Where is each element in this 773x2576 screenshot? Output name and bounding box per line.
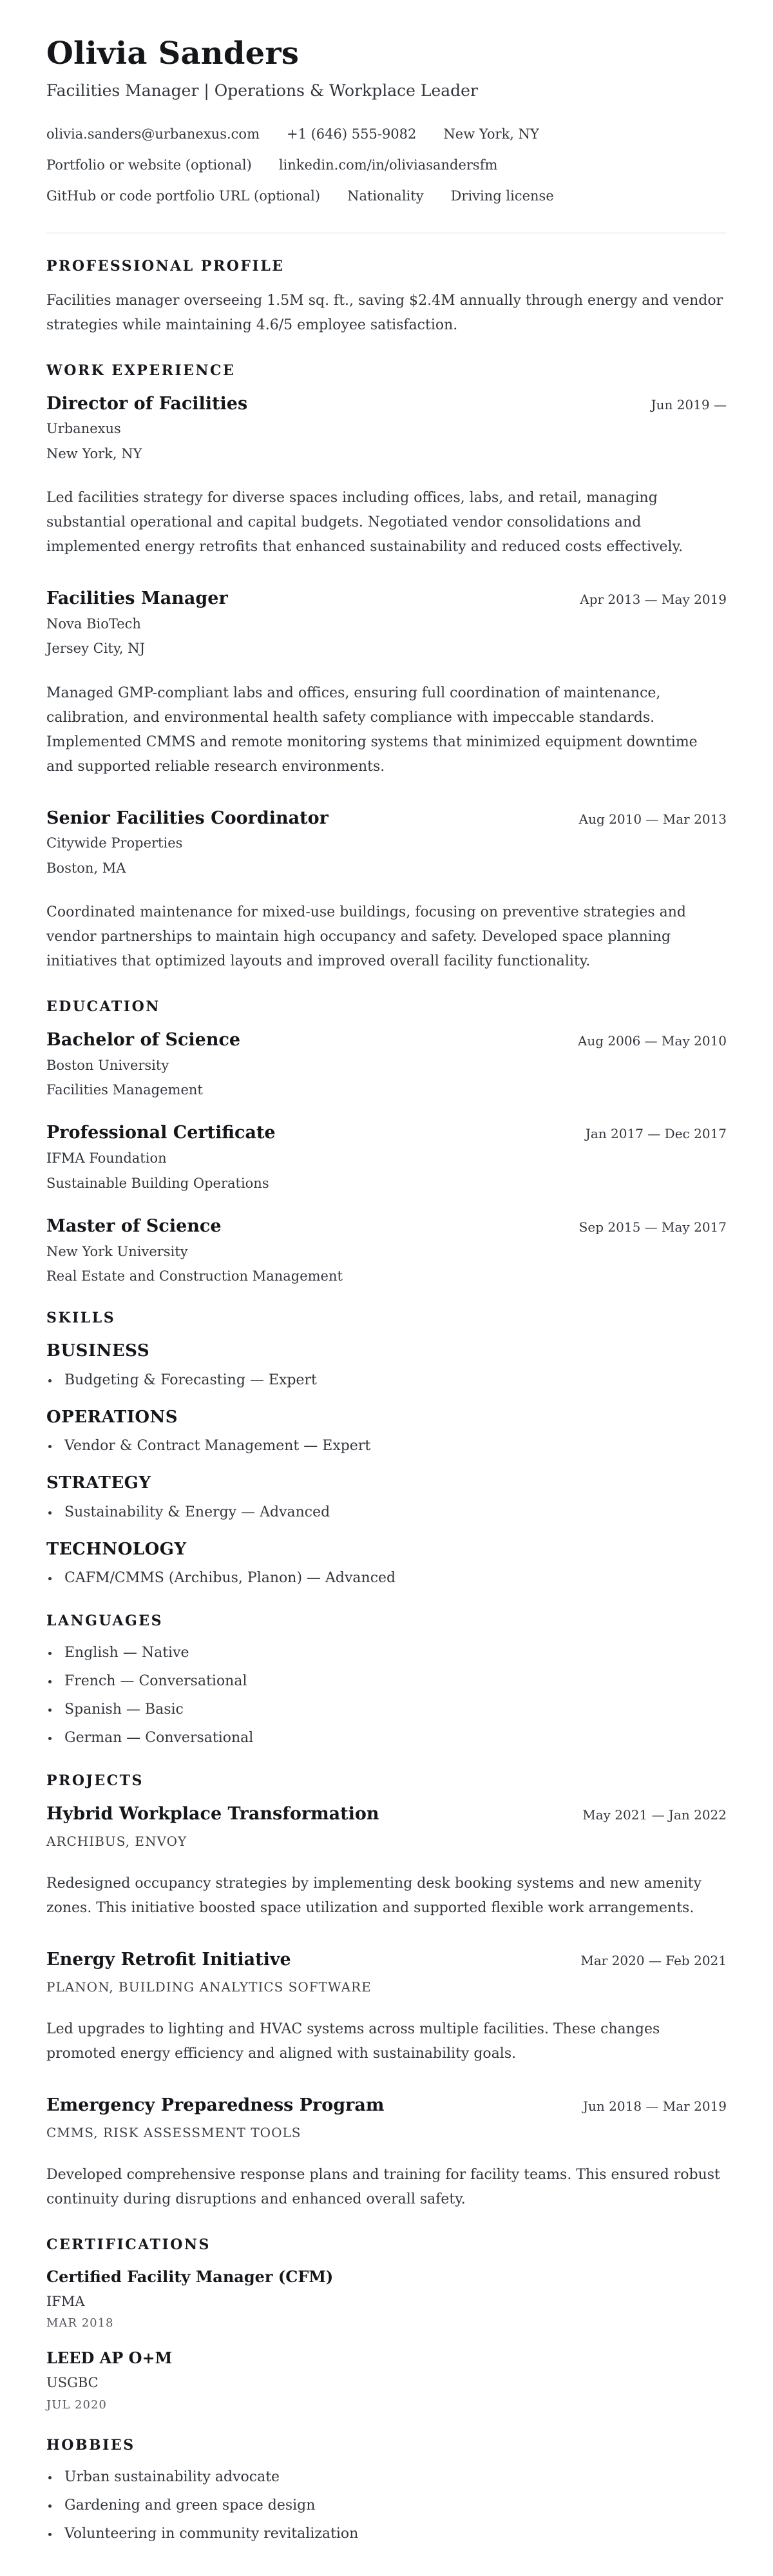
contact-row-2 — [46, 156, 727, 174]
education-entry — [46, 1122, 727, 1192]
skill-category-name: OPERATIONS — [46, 1407, 178, 1427]
project-title: Hybrid Workplace Transformation — [46, 1804, 379, 1825]
project-tech-stack: PLANON, BUILDING ANALYTICS SOFTWARE — [46, 1979, 372, 1995]
project-title: Emergency Preparedness Program — [46, 2095, 385, 2115]
driving-license-placeholder: Driving license — [450, 188, 554, 204]
candidate-headline: Facilities Manager | Operations & Workplace Leader — [46, 81, 478, 101]
project-entry-head — [46, 2095, 727, 2116]
project-description: Led upgrades to lighting and HVAC systems across multiple facilities. These changes promoted energy efficiency and aligned with sustainability goals. — [46, 2020, 660, 2062]
project-entry — [46, 1803, 727, 1921]
degree-title: Master of Science — [46, 1215, 222, 1236]
education-date-range: Sep 2015 — May 2017 — [578, 1219, 727, 1235]
job-description: Led facilities strategy for diverse spaces including offices, labs, and retail, managing substantial operational and capital budgets. Negotiated vendor consolidations and implemented energy retrofits that enhanced sustainability and reduced costs effectively. — [46, 490, 683, 556]
certification-date: JUL 2020 — [46, 2397, 107, 2412]
job-company: Nova BioTech — [46, 615, 141, 632]
email-value: olivia.sanders@urbanexus.com — [46, 126, 260, 142]
hobby-list — [46, 2468, 727, 2544]
project-date-range: Mar 2020 — Feb 2021 — [580, 1953, 727, 1969]
skill-category-operations — [46, 1407, 727, 1457]
certification-name: LEED AP O+M — [46, 2348, 173, 2368]
section-hobbies — [46, 2437, 727, 2544]
project-entry-head — [46, 1803, 727, 1825]
skill-item: Vendor & Contract Management — Expert — [46, 1437, 727, 1456]
certification-issuer: USGBC — [46, 2375, 99, 2391]
nationality-placeholder: Nationality — [347, 188, 424, 204]
section-languages — [46, 1612, 727, 1748]
education-entry-head — [46, 1122, 727, 1144]
hobby-item: Gardening and green space design — [46, 2496, 727, 2515]
skill-category-technology — [46, 1539, 727, 1589]
professional-profile-heading: PROFESSIONAL PROFILE — [46, 257, 285, 275]
resume-header — [46, 36, 727, 233]
skill-category-name: STRATEGY — [46, 1473, 151, 1493]
job-description: Coordinated maintenance for mixed-use buildings, focusing on preventive strategies and vendor partnerships to maintain high occupancy and safety. Developed space planning initiatives that optimized layouts and improved overall facility functionality. — [46, 904, 687, 970]
job-entry-head — [46, 808, 727, 829]
project-entry — [46, 1949, 727, 2066]
contact-row-3 — [46, 187, 727, 205]
project-title: Energy Retrofit Initiative — [46, 1950, 291, 1970]
project-description: Developed comprehensive response plans and training for facility teams. This ensured robust continuity during disruptions and enhanced overall safety. — [46, 2166, 720, 2207]
language-item: French — Conversational — [46, 1672, 727, 1691]
job-entry — [46, 808, 727, 974]
skill-category-strategy — [46, 1473, 727, 1522]
certification-date: MAR 2018 — [46, 2316, 114, 2330]
education-heading: EDUCATION — [46, 998, 160, 1016]
school-name: Boston University — [46, 1057, 169, 1073]
work-experience-heading: WORK EXPERIENCE — [46, 362, 236, 379]
linkedin-value: linkedin.com/in/oliviasandersfm — [278, 157, 498, 173]
certification-entry — [46, 2267, 727, 2331]
education-entry — [46, 1215, 727, 1285]
language-list — [46, 1643, 727, 1748]
education-date-range: Jan 2017 — Dec 2017 — [585, 1126, 727, 1142]
skill-list — [46, 1371, 727, 1390]
job-title: Director of Facilities — [46, 393, 248, 414]
languages-heading: LANGUAGES — [46, 1612, 163, 1630]
skill-category-business — [46, 1341, 727, 1390]
skill-list — [46, 1503, 727, 1522]
school-name: IFMA Foundation — [46, 1150, 167, 1167]
skill-category-name: BUSINESS — [46, 1341, 150, 1361]
field-of-study: Sustainable Building Operations — [46, 1175, 269, 1191]
section-certifications — [46, 2236, 727, 2412]
school-name: New York University — [46, 1243, 188, 1259]
skill-list — [46, 1569, 727, 1588]
location-value: New York, NY — [443, 126, 539, 142]
education-date-range: Aug 2006 — May 2010 — [577, 1033, 727, 1049]
job-entry — [46, 588, 727, 779]
job-location: Jersey City, NJ — [46, 641, 146, 657]
project-entry-head — [46, 1949, 727, 1971]
project-tech-stack: ARCHIBUS, ENVOY — [46, 1834, 187, 1850]
job-date-range: Apr 2013 — May 2019 — [580, 592, 727, 608]
job-entry — [46, 393, 727, 559]
hobby-item: Urban sustainability advocate — [46, 2468, 727, 2487]
job-entry-head — [46, 393, 727, 415]
profile-summary: Facilities manager overseeing 1.5M sq. ft., saving $2.4M annually through energy and vendor strategies while maintaining 4.6/5 employee satisfaction. — [46, 292, 723, 333]
project-date-range: Jun 2018 — Mar 2019 — [583, 2098, 727, 2114]
projects-heading: PROJECTS — [46, 1772, 144, 1790]
job-title: Senior Facilities Coordinator — [46, 808, 329, 828]
certification-name: Certified Facility Manager (CFM) — [46, 2267, 334, 2286]
project-description: Redesigned occupancy strategies by implementing desk booking systems and new amenity zones. This initiative boosted space utilization and supported flexible work arrangements. — [46, 1875, 702, 1917]
degree-title: Professional Certificate — [46, 1123, 276, 1143]
github-placeholder: GitHub or code portfolio URL (optional) — [46, 188, 321, 204]
section-work-experience — [46, 362, 727, 974]
hobbies-heading: HOBBIES — [46, 2436, 135, 2454]
skill-item: Budgeting & Forecasting — Expert — [46, 1371, 727, 1390]
language-item: Spanish — Basic — [46, 1700, 727, 1719]
certifications-heading: CERTIFICATIONS — [46, 2236, 211, 2253]
section-skills — [46, 1310, 727, 1588]
skill-category-name: TECHNOLOGY — [46, 1539, 187, 1559]
project-tech-stack: CMMS, RISK ASSESSMENT TOOLS — [46, 2124, 301, 2140]
education-entry-head — [46, 1029, 727, 1051]
education-entry — [46, 1029, 727, 1099]
field-of-study: Real Estate and Construction Management — [46, 1268, 343, 1284]
portfolio-placeholder: Portfolio or website (optional) — [46, 157, 252, 173]
degree-title: Bachelor of Science — [46, 1030, 241, 1051]
job-company: Urbanexus — [46, 421, 121, 437]
job-entry-head — [46, 588, 727, 610]
certification-issuer: IFMA — [46, 2293, 85, 2309]
section-professional-profile — [46, 258, 727, 338]
project-entry — [46, 2095, 727, 2212]
job-description: Managed GMP-compliant labs and offices, ensuring full coordination of maintenance, calibration, and environmental health safety compliance with impeccable standards. Implemented CMMS and remote monitoring systems that minimized equipment downtime and supported reliable research environments. — [46, 684, 698, 775]
language-item: German — Conversational — [46, 1729, 727, 1748]
field-of-study: Facilities Management — [46, 1082, 203, 1098]
certification-entry — [46, 2348, 727, 2412]
skill-item: Sustainability & Energy — Advanced — [46, 1503, 727, 1522]
job-title: Facilities Manager — [46, 588, 228, 609]
job-company: Citywide Properties — [46, 835, 183, 851]
education-entry-head — [46, 1215, 727, 1237]
section-projects — [46, 1772, 727, 2211]
job-location: New York, NY — [46, 445, 142, 461]
candidate-name: Olivia Sanders — [46, 35, 300, 72]
skill-item: CAFM/CMMS (Archibus, Planon) — Advanced — [46, 1569, 727, 1588]
section-education — [46, 998, 727, 1285]
language-item: English — Native — [46, 1643, 727, 1663]
project-date-range: May 2021 — Jan 2022 — [582, 1807, 727, 1823]
contact-row-1 — [46, 125, 727, 143]
skills-heading: SKILLS — [46, 1310, 116, 1327]
skill-list — [46, 1437, 727, 1456]
hobby-item: Volunteering in community revitalization — [46, 2524, 727, 2544]
job-date-range: Aug 2010 — Mar 2013 — [578, 811, 727, 827]
job-date-range: Jun 2019 — — [651, 396, 727, 412]
job-location: Boston, MA — [46, 860, 126, 876]
phone-value: +1 (646) 555-9082 — [286, 126, 417, 142]
